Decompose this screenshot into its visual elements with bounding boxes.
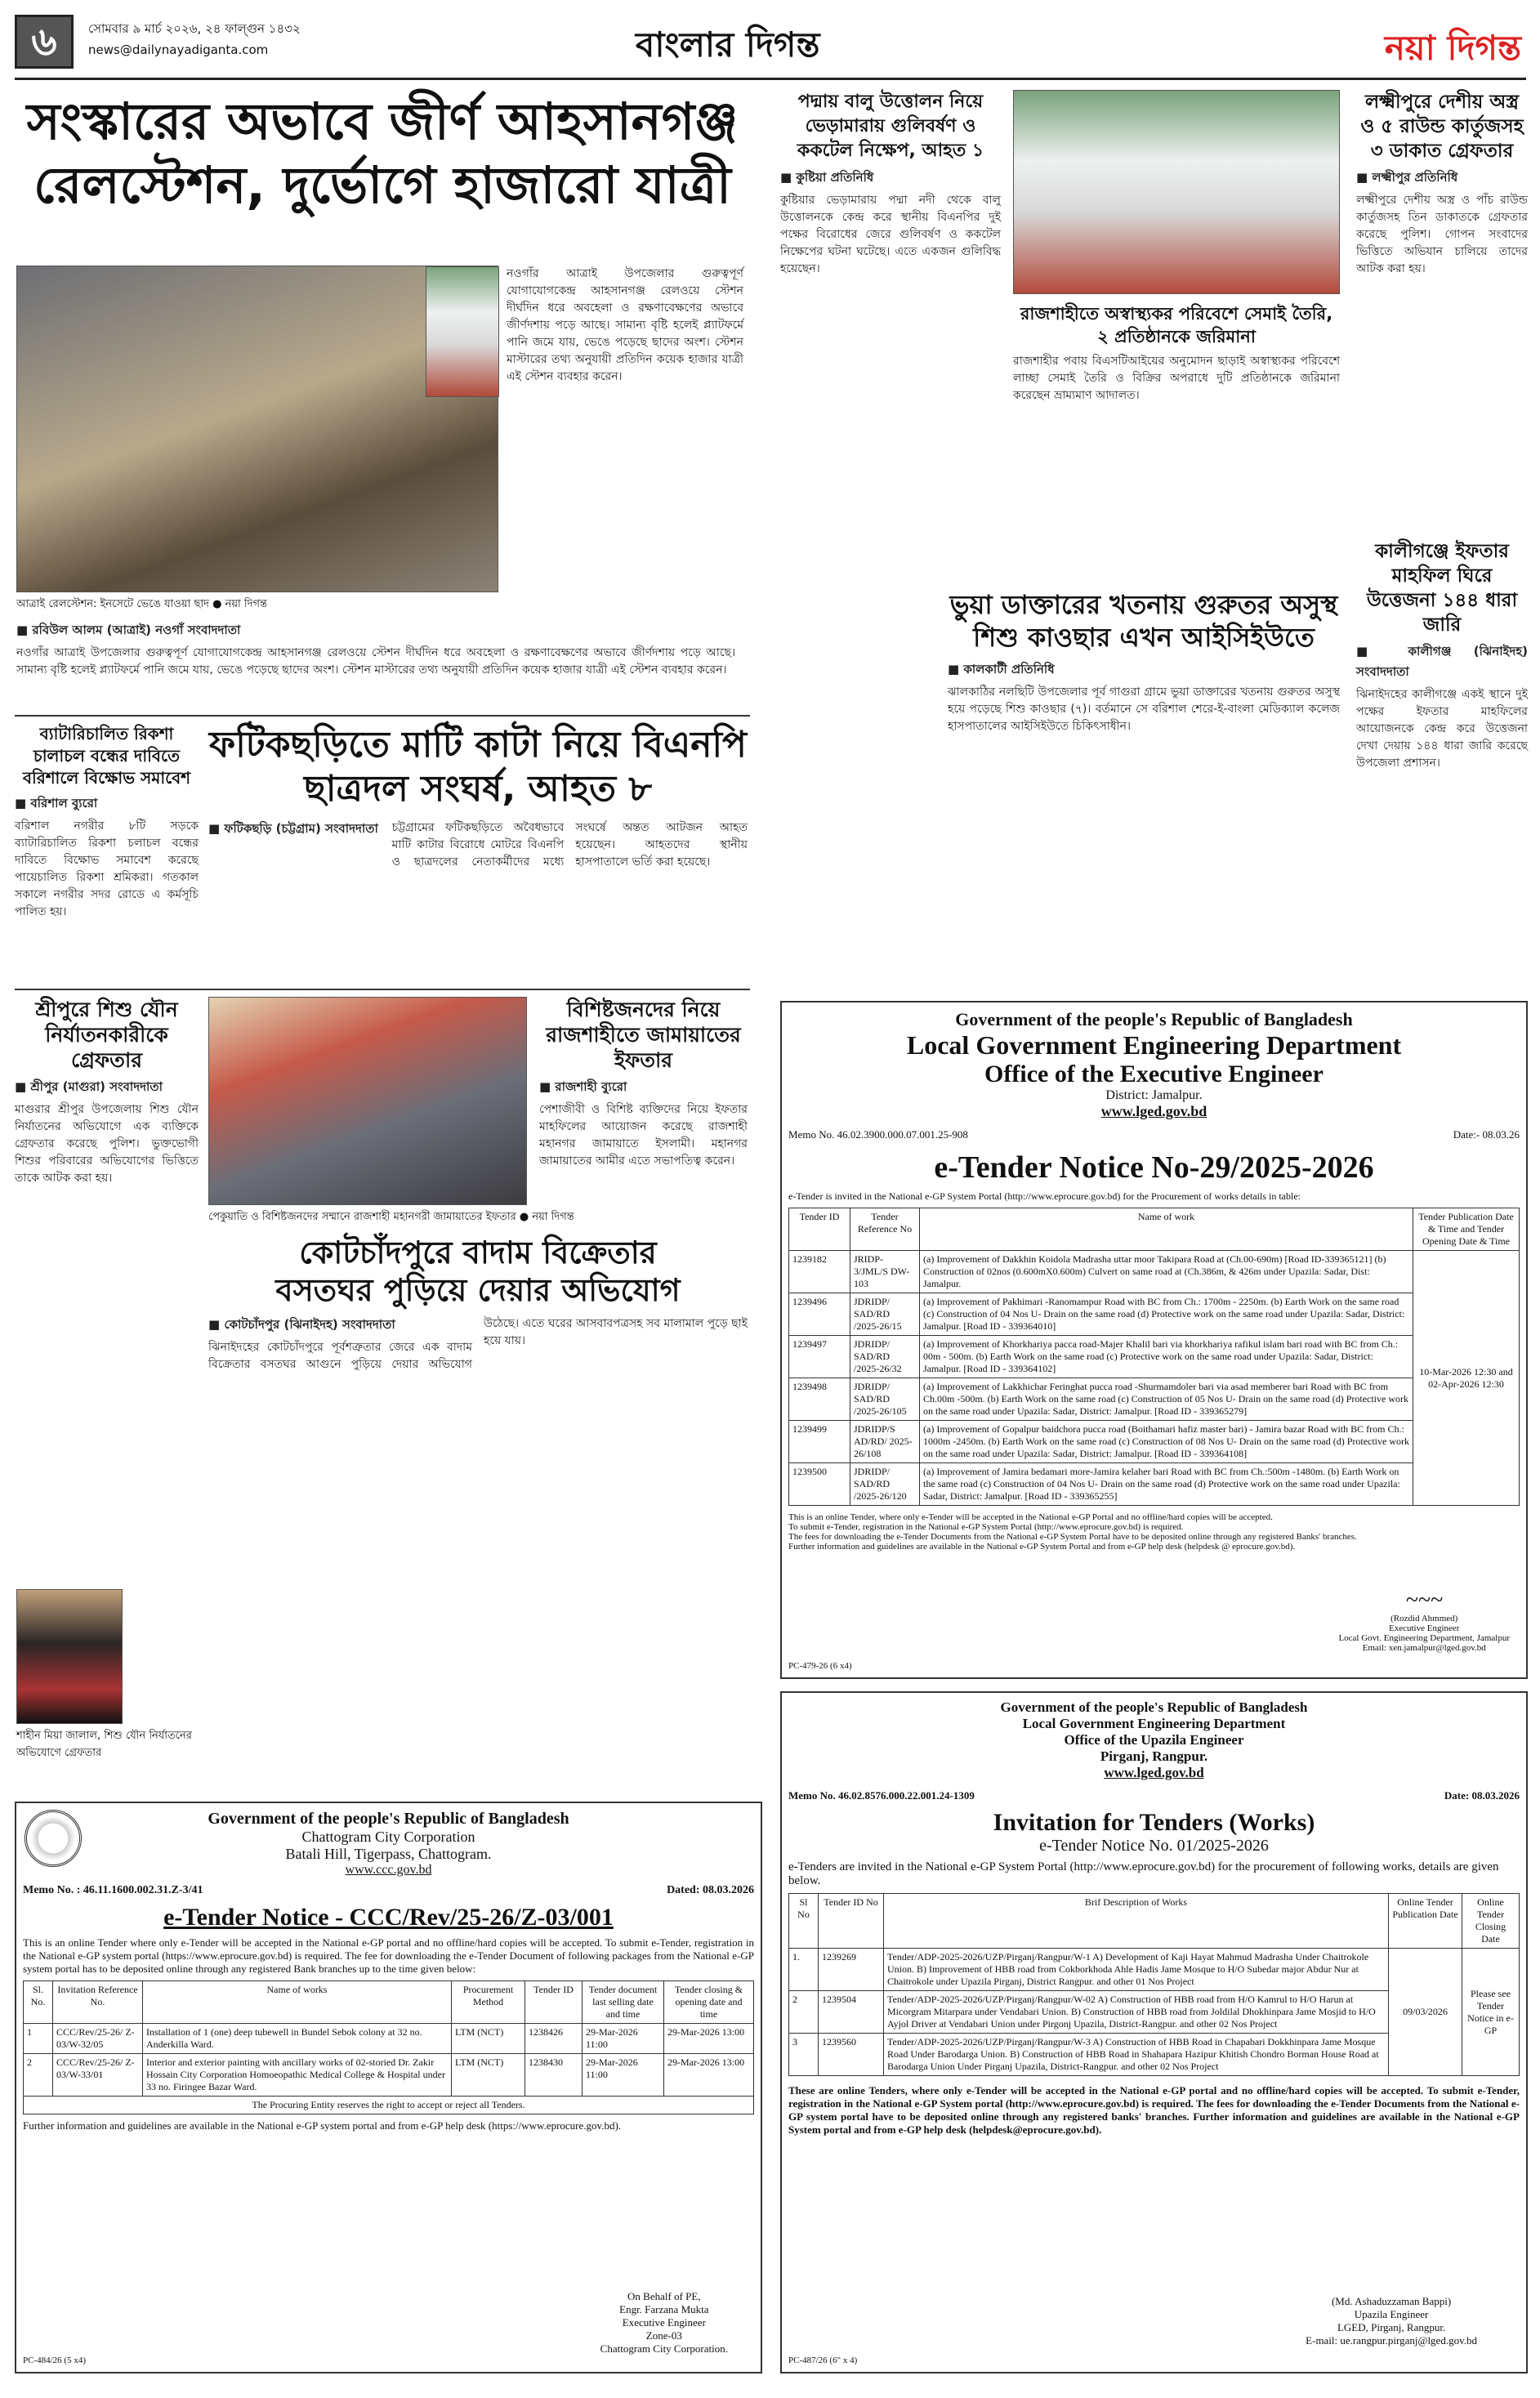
tender-lged-pirganj: Government of the people's Republic of Bangladesh Local Government Engineering Department Office of the Upazila Engineer Pirganj, Rangpur. www.lged.gov.bd Memo No. 46.02.8576.000.22.001.24-1309 Date: 08.03.2026 Invitation for Tenders (Works) e-Tender Notice No. 01/2025-2026 e-Tenders are invited in the National e-GP System Portal (http://www.eprocure.gov.bd) for the procurement of following works, details are given below. Sl No Tender ID No Brif Description of Works Online Tender Publication Date Online Tender Closing Date 1. 1239269 Tender/ADP-2025-2026/UZP/Pirganj/Rangpur/W-1 A) Development of Kaji Hayat Mahmud Madrasha Under Chaitrokole Union. B) Improvement of HBB road from Cokborkhoda Ahle Hadis Jame Mosque to H/O Subedar major Abdur Nur at Chaitrokole under Upazila Pirganj, District Rangpur. and other 01 Nos Project 09/03/2026 Please see Tender Notice in e-GP 2 1239504 Tender/ADP-2025-2026/UZP/Pirganj/Rangpur/W-02 A) Construction of HBB road from H/O Kamrul to H/O Harun at Micorgram Mitarpara under Vendabari Union. B) Construction of HBB road from Joldilal Dhokhinpara Jame Mosjid to H/O Ayjol Driver at Vendabari Union under Pirgonj Upazila, District-Rangpur. and other 02 Nos Project 3 1239560 Tender/ADP-2025-2026/UZP/Pirganj/Rangpur/W-3 A) Construction of HBB Road in Chapabari Dokkhinpara Jame Mosque Road Under Barodarga Union. B) Construction of HBB Road in Shahapara Hazipur Khitish Chondro Borman House Road at Barodarga Union Under Pirganj Upazila, District-Rangpur. and other 02 Nos Project These are online Tenders, where only e-Tender will be accepted in the National e-GP portal and no offline/hard copies will be accepted. To submit e-Tender, registration in the National e-GP System portal (http://www.eprocure.gov.bd) is required. The fees for downloading the e-Tender Documents from the National e-GP system portal have to be deposited online through any registered banks' branches. Further information and guidelines are available in the National e-GP System portal and from e-GP help desk (helpdesk@eprocure.gov.bd). (Md. Ashaduzzaman Bappi) Upazila Engineer LGED, Pirganj, Rangpur. E-mail: ue.rangpur.pirganj@lged.gov.bd PC-487/26 (6" x 4) — [780, 1691, 1528, 2373]
mobile-court-photo — [1013, 90, 1340, 294]
bhuya-doctor-story[interactable]: ভুয়া ডাক্তারের খতনায় গুরুতর অসুস্থ শিশু কাওছার এখন আইসিইউতে ■ কালকাটী প্রতিনিধি ঝালকাঠির নলছিটি উপজেলার পূর্ব গাগুরা গ্রামে ভুয়া ডাক্তারের খতনায় গুরুতর অসুস্থ হয়ে পড়েছে শিশু কাওছার (৭)। বর্তমানে সে বরিশাল শেরে-ই-বাংলা মেডিক্যাল কলেজ হাসপাতালের আইসিইউতে চিকিৎসাধীন। — [948, 589, 1340, 733]
kotchandpur-story[interactable]: কোটচাঁদপুরে বাদাম বিক্রেতার বসতঘর পুড়িয়ে দেয়ার অভিযোগ ■ কোটচাঁদপুর (ঝিনাইদহ) সংবাদদাতা ঝিনাইদহের কোটচাঁদপুরে পূর্বশত্রুতার জেরে এক বাদাম বিক্রেতার বসতঘর আগুনে পুড়িয়ে দেয়ার অভিযোগ উঠেছে। এতে ঘরের আসবাবপত্রসহ সব মালামাল পুড়ে ছাই হয়ে যায়। — [208, 1235, 748, 1371]
inset-photo — [426, 266, 499, 397]
table-row: 1239499 JDRIDP/S AD/RD/ 2025-26/108 (a) Improvement of Gopalpur baidchora pucca road (Boithamari hafiz master bari) - Jamira bazar Road with BC from Ch.: 1000m -2450m. (b) Earth Work on the same road (c) Construction of 08 Nos U- Drain on the same road (d) Protective work on the same road under Upazila: Sadar, District: Jamalpur. [Road ID - 339364108] — [789, 1421, 1520, 1463]
accused-caption: শাহীন মিয়া জালাল, শিশু যৌন নির্যাতনের অভিযোগে গ্রেফতার — [16, 1730, 192, 1759]
ccc-signature: On Behalf of PE, Engr. Farzana Mukta Executive Engineer Zone-03 Chattogram City Corporation. — [600, 2290, 728, 2355]
table-row: 1. 1239269 Tender/ADP-2025-2026/UZP/Pirganj/Rangpur/W-1 A) Development of Kaji Hayat Mahmud Madrasha Under Chaitrokole Union. B) Improvement of HBB road from Cokborkhoda Ahle Hadis Jame Mosque to H/O Subedar major Abdur Nur at Chaitrokole under Upazila Pirganj, District Rangpur. and other 01 Nos Project 09/03/2026 Please see Tender Notice in e-GP — [789, 1949, 1520, 1991]
tender-ccc: Government of the people's Republic of Bangladesh Chattogram City Corporation Batali Hill, Tigerpass, Chattogram. www.ccc.gov.bd Memo No. : 46.11.1600.002.31.Z-3/41 Dated: 08.03.2026 e-Tender Notice - CCC/Rev/25-26/Z-03/001 This is an online Tender where only e-Tender will be accepted in the National e-GP portal and no offline/hard copies will be accepted. To submit e-Tender, registration in the National e-GP system portal (https://www.eprocure.gov.bd) is required. The fee for downloading the e-Tender Document of following packages from the National e-GP system portal has to be deposited online through any registered Bank branches up to the time given below: Sl. No. Invitation Reference No. Name of works Procurement Method Tender ID Tender document last selling date and time Tender closing & opening date and time 1 CCC/Rev/25-26/ Z-03/W-32/05 Installation of 1 (one) deep tubewell in Bundel Sebok colony at 32 no. Anderkilla Ward. LTM (NCT) 1238426 29-Mar-2026 11:00 29-Mar-2026 13:00 2 CCC/Rev/25-26/ Z-03/W-33/01 Interior and exterior painting with ancillary works of 02-storied Dr. Zakir Hossain City Corporation Homoeopathic Medical College & Hospital under 33 no. Firingee Bazar Ward. LTM (NCT) 1238430 29-Mar-2026 11:00 29-Mar-2026 13:00 The Procuring Entity reserves the right to accept or reject all Tenders. Further information and guidelines are available in the National e-GP system portal and from e-GP help desk (https://www.eprocure.gov.bd). On Behalf of PE, Engr. Farzana Mukta Executive Engineer Zone-03 Chattogram City Corporation. PC-484/26 (5 x4) — [15, 1802, 762, 2373]
issue-date: সোমবার ৯ মার্চ ২০২৬, ২৪ ফাল্গুন ১৪৩২ — [88, 21, 301, 36]
lead-headline[interactable]: সংস্কারের অভাবে জীর্ণ আহসানগঞ্জ রেলস্টেশন, দুর্ভোগে হাজারো যাত্রী — [26, 92, 739, 215]
jamalpur-tender-table: Tender ID Tender Reference No Name of work Tender Publication Date & Time and Tender Opening Date & Time 1239182 JRIDP-3/JML/S DW-103 (a) Improvement of Dakkhin Koidola Madrasha uttar moor Takipara Road at (Ch.00-690m) [Road ID-339365121] (b) Construction of 02nos (0.600mX0.600m) Culvert on same road at (Ch.386m, & 426m under Upazila: Sadar, Dist: Jamalpur. 10-Mar-2026 12:30 and 02-Apr-2026 12:30 1239496 JDRIDP/ SAD/RD /2025-26/15 (a) Improvement of Pakhimari -Ranomampur Road with BC from Ch.: 1700m - 2250m. (b) Earth Work on the same road (c) Construction of 04 Nos U- Drain on the same road (d) Protective work on the same road under Upazila: Sadar, District: Jamalpur. [Road ID - 339364010] 1239497 JDRIDP/ SAD/RD /2025-26/32 (a) Improvement of Khorkhariya pacca road-Majer Khalil bari via khorkhariya rafikul islam bari road with BC from Ch.: 00m - 500m. (b) Earth Work on the same road (c) Protective work on the same road under Upazila: Sadar, District: Jamalpur. [Road ID - 339364102] 1239498 JDRIDP/ SAD/RD /2025-26/105 (a) Improvement of Lakkhichar Feringhat pucca road -Shurmamdoler bari via asad memberer bari Road with BC from Ch.00m -500m. (b) Earth Work on the same road (c) Construction of 05 Nos U- Drain on the same road (d) Protective work on the same road under Upazila: Sadar, District: Jamalpur. [Road ID - 339365279] 1239499 JDRIDP/S AD/RD/ 2025-26/108 (a) Improvement of Gopalpur baidchora pucca road (Boithamari hafiz master bari) - Jamira bazar Road with BC from Ch.: 1000m -2450m. (b) Earth Work on the same road (c) Construction of 08 Nos U- Drain on the same road (d) Protective work on the same road under Upazila: Sadar, District: Jamalpur. [Road ID - 339364108] 1239500 JDRIDP/ SAD/RD /2025-26/120 (a) Improvement of Jamira bedamari more-Jamira kelaher bari Road with BC from Ch.:500m -1480m. (b) Earth Work on the same road (c) Construction of 04 Nos U- Drain on the same road (d) Protective work on the same road under Upazila: Sadar, District: Jamalpur. [Road ID - 339365255] — [788, 1208, 1520, 1506]
table-row: 2 CCC/Rev/25-26/ Z-03/W-33/01 Interior and exterior painting with ancillary works of 02-storied Dr. Zakir Hossain City Corporation Homoeopathic Medical College & Hospital under 33 no. Firingee Bazar Ward. LTM (NCT) 1238430 29-Mar-2026 11:00 29-Mar-2026 13:00 — [24, 2054, 754, 2097]
pirganj-tender-table: Sl No Tender ID No Brif Description of Works Online Tender Publication Date Online Tender Closing Date 1. 1239269 Tender/ADP-2025-2026/UZP/Pirganj/Rangpur/W-1 A) Development of Kaji Hayat Mahmud Madrasha Under Chaitrokole Union. B) Improvement of HBB road from Cokborkhoda Ahle Hadis Jame Mosque to H/O Subedar major Abdur Nur at Chaitrokole under Upazila Pirganj, District Rangpur. and other 01 Nos Project 09/03/2026 Please see Tender Notice in e-GP 2 1239504 Tender/ADP-2025-2026/UZP/Pirganj/Rangpur/W-02 A) Construction of HBB road from H/O Kamrul to H/O Harun at Micorgram Mitarpara under Vendabari Union. B) Construction of HBB road from Joldilal Dhokhinpara Jame Mosjid to H/O Ayjol Driver at Vendabari Union under Pirgonj Upazila, District-Rangpur. and other 02 Nos Project 3 1239560 Tender/ADP-2025-2026/UZP/Pirganj/Rangpur/W-3 A) Construction of HBB Road in Chapabari Dokkhinpara Jame Mosque Road Under Barodarga Union. B) Construction of HBB Road in Shahapara Hazipur Khitish Chondro Borman House Road at Barodarga Union Under Pirganj Upazila, District-Rangpur. and other 02 Nos Project — [788, 1893, 1520, 2076]
ccc-seal — [25, 1810, 82, 1867]
table-row: 1239182 JRIDP-3/JML/S DW-103 (a) Improvement of Dakkhin Koidola Madrasha uttar moor Takipara Road at (Ch.00-690m) [Road ID-339365121] (b) Construction of 02nos (0.600mX0.600m) Culvert on same road at (Ch.386m, & 426m under Upazila: Sadar, Dist: Jamalpur. 10-Mar-2026 12:30 and 02-Apr-2026 12:30 — [789, 1251, 1520, 1293]
rajshahi-iftar-story[interactable]: বিশিষ্টজনদের নিয়ে রাজশাহীতে জামায়াতের ইফতার ■ রাজশাহী ব্যুরো পেশাজীবী ও বিশিষ্ট ব্যক্তিদের নিয়ে ইফতার মাহফিলের আয়োজন করেছে রাজশাহী মহানগর জামায়াতে ইসলামী। মহানগর জামায়াতের আমীর এতে সভাপতিত্ব করেন। — [539, 998, 748, 1168]
brand-logo[interactable]: নয়া দিগন্ত — [1384, 28, 1521, 68]
tender-lged-jamalpur: Government of the people's Republic of Bangladesh Local Government Engineering Department Office of the Executive Engineer District: Jamalpur. www.lged.gov.bd Memo No. 46.02.3900.000.07.001.25-908 Date:- 08.03.26 e-Tender Notice No-29/2025-2026 e-Tender is invited in the National e-GP System Portal (http://www.eprocure.gov.bd) for the Procurement of works details in table: Tender ID Tender Reference No Name of work Tender Publication Date & Time and Tender Opening Date & Time 1239182 JRIDP-3/JML/S DW-103 (a) Improvement of Dakkhin Koidola Madrasha uttar moor Takipara Road at (Ch.00-690m) [Road ID-339365121] (b) Construction of 02nos (0.600mX0.600m) Culvert on same road at (Ch.386m, & 426m under Upazila: Sadar, Dist: Jamalpur. 10-Mar-2026 12:30 and 02-Apr-2026 12:30 1239496 JDRIDP/ SAD/RD /2025-26/15 (a) Improvement of Pakhimari -Ranomampur Road with BC from Ch.: 1700m - 2250m. (b) Earth Work on the same road (c) Construction of 04 Nos U- Drain on the same road (d) Protective work on the same road under Upazila: Sadar, District: Jamalpur. [Road ID - 339364010] 1239497 JDRIDP/ SAD/RD /2025-26/32 (a) Improvement of Khorkhariya pacca road-Majer Khalil bari via khorkhariya rafikul islam bari road with BC from Ch.: 00m - 500m. (b) Earth Work on the same road (c) Protective work on the same road under Upazila: Sadar, District: Jamalpur. [Road ID - 339364102] 1239498 JDRIDP/ SAD/RD /2025-26/105 (a) Improvement of Lakkhichar Feringhat pucca road -Shurmamdoler bari via asad memberer bari Road with BC from Ch.00m -500m. (b) Earth Work on the same road (c) Construction of 05 Nos U- Drain on the same road (d) Protective work on the same road under Upazila: Sadar, District: Jamalpur. [Road ID - 339365279] 1239499 JDRIDP/S AD/RD/ 2025-26/108 (a) Improvement of Gopalpur baidchora pucca road (Boithamari hafiz master bari) - Jamira bazar Road with BC from Ch.: 1000m -2450m. (b) Earth Work on the same road (c) Construction of 08 Nos U- Drain on the same road (d) Protective work on the same road under Upazila: Sadar, District: Jamalpur. [Road ID - 339364108] 1239500 JDRIDP/ SAD/RD /2025-26/120 (a) Improvement of Jamira bedamari more-Jamira kelaher bari Road with BC from Ch.:500m -1480m. (b) Earth Work on the same road (c) Construction of 04 Nos U- Drain on the same road (d) Protective work on the same road under Upazila: Sadar, District: Jamalpur. [Road ID - 339365255] This is an online Tender, where only e-Tender will be accepted in the National e-GP Portal and no offline/hard copies will be accepted. To submit e-Tender, registration in the National e-GP System Portal (http://www.eprocure.gov.bd) is required. The fees for downloading the e-Tender Documents from the National e-GP System Portal have to be deposited online through any registered Banks' branches. Further information and guidelines are available in the National e-GP System Portal and from e-GP help desk (helpdesk @ eprocure.gov.bd). ~~~ (Rozdid Ahmmed) Executive Engineer Local Govt. Engineering Department, Jamalpur Email: xen.jamalpur@lged.gov.bd PC-479-26 (6 x4) — [780, 1001, 1528, 1679]
sreepur-story[interactable]: শ্রীপুরে শিশু যৌন নির্যাতনকারীকে গ্রেফতার ■ শ্রীপুর (মাগুরা) সংবাদদাতা মাগুরার শ্রীপুর উপজেলায় শিশু যৌন নির্যাতনের অভিযোগে এক ব্যক্তিকে গ্রেফতার করেছে পুলিশ। ভুক্তভোগী শিশুর পরিবারের অভিযোগের ভিত্তিতে তাকে আটক করা হয়। — [15, 998, 199, 1185]
accused-photo — [16, 1589, 123, 1724]
iftar-caption: পেকুয়াতি ও বিশিষ্টজনদের সম্মানে রাজশাহী মহানগরী জামায়াতের ইফতার ● নয়া দিগন্ত — [208, 1211, 574, 1223]
kaliganj-story[interactable]: কালীগঞ্জে ইফতার মাহফিল ঘিরে উত্তেজনা ১৪৪ ধারা জারি ■ কালীগঞ্জ (ঝিনাইদহ) সংবাদদাতা ঝিনাইদহের কালীগঞ্জে একই স্থানে দুই পক্ষের ইফতার মাহফিলের আয়োজনকে কেন্দ্র করে উত্তেজনা দেখা দেয়ায় ১৪৪ ধারা জারি করেছে উপজেলা প্রশাসন। — [1356, 541, 1528, 770]
divider — [15, 715, 750, 717]
padma-story[interactable]: পদ্মায় বালু উত্তোলন নিয়ে ভেড়ামারায় গুলিবর্ষণ ও ককটেল নিক্ষেপ, আহত ১ ■ কুষ্টিয়া প্রতিনিধি কুষ্টিয়ার ভেড়ামারায় পদ্মা নদী থেকে বালু উত্তোলনকে কেন্দ্র করে স্থানীয় বিএনপির দুই পক্ষের বিরোধের জেরে গুলিবর্ষণ ও ককটেল নিক্ষেপের ঘটনা ঘটেছে। এতে একজন গুলিবিদ্ধ হয়েছেন। — [780, 92, 1001, 275]
mobile-court-story[interactable]: রাজশাহীতে অস্বাস্থ্যকর পরিবেশে সেমাই তৈরি, ২ প্রতিষ্ঠানকে জরিমানা রাজশাহীর পবায় বিএসটিআইয়ের অনুমোদন ছাড়াই অস্বাস্থ্যকর পরিবেশে লাচ্ছা সেমাই তৈরি ও বিক্রির অপরাধে দুটি প্রতিষ্ঠানকে জরিমানা করেছেন ভ্রাম্যমাণ আদালত। — [1013, 304, 1340, 402]
lead-body-col2: নওগাঁর আত্রাই উপজেলার গুরুত্বপূর্ণ যোগাযোগকেন্দ্র আহসানগঞ্জ রেলওয়ে স্টেশন দীর্ঘদিন ধরে অবহেলা ও রক্ষণাবেক্ষণের অভাবে জীর্ণদশায় পড়ে আছে। সামান্য বৃষ্টি হলেই প্ল্যাটফর্মে পানি জমে যায়, ভেঙে পড়েছে ছাদের অংশ। স্টেশন মাস্টারের তথ্য অনুযায়ী প্রতিদিন কয়েক হাজার যাত্রী এই স্টেশন ব্যবহার করেন। — [507, 267, 743, 383]
page-number: ৬ — [15, 15, 74, 69]
section-title: বাংলার দিগন্ত — [636, 25, 820, 65]
table-row: 1 CCC/Rev/25-26/ Z-03/W-32/05 Installation of 1 (one) deep tubewell in Bundel Sebok colony at 32 no. Anderkilla Ward. LTM (NCT) 1238426 29-Mar-2026 11:00 29-Mar-2026 13:00 — [24, 2024, 754, 2054]
fatikchhari-story[interactable]: ফটিকছড়িতে মাটি কাটা নিয়ে বিএনপি ছাত্রদল সংঘর্ষ, আহত ৮ ■ ফটিকছড়ি (চট্টগ্রাম) সংবাদদাতা চট্টগ্রামের ফটিকছড়িতে অবৈধভাবে মাটি কাটার বিরোধে মোটরে বিএনপি ও ছাত্রদলের নেতাকর্মীদের মধ্যে সংঘর্ষে অন্তত আটজন আহত হয়েছেন। আহতদের স্থানীয় হাসপাতালে ভর্তি করা হয়েছে। — [208, 724, 748, 869]
pirganj-web-link[interactable]: www.lged.gov.bd — [1104, 1765, 1204, 1780]
table-row: 1239497 JDRIDP/ SAD/RD /2025-26/32 (a) Improvement of Khorkhariya pacca road-Majer Khalil bari via khorkhariya rafikul islam bari road with BC from Ch.: 00m - 500m. (b) Earth Work on the same road (c) Protective work on the same road under Upazila: Sadar, District: Jamalpur. [Road ID - 339364102] — [789, 1336, 1520, 1378]
table-row: 3 1239560 Tender/ADP-2025-2026/UZP/Pirganj/Rangpur/W-3 A) Construction of HBB Road in Chapabari Dokkhinpara Jame Mosque Road Under Barodarga Union. B) Construction of HBB Road in Shahapara Hazipur Khitish Chondro Borman House Road at Barodarga Union Under Pirganj Upazila, District-Rangpur. and other 02 Nos Project — [789, 2034, 1520, 2076]
photo-caption: আত্রাই রেলস্টেশন: ইনসেটে ভেঙে যাওয়া ছাদ ● নয়া দিগন্ত — [16, 598, 267, 610]
rickshaw-story[interactable]: ব্যাটারিচালিত রিকশা চালাচল বন্ধের দাবিতে বরিশালে বিক্ষোভ সমাবেশ ■ বরিশাল ব্যুরো বরিশাল নগরীর ৮টি সড়কে ব্যাটারিচালিত রিকশা চলাচল বন্ধের দাবিতে বিক্ষোভ সমাবেশ করেছে পায়েচালিত রিকশা শ্রমিকরা। গতকাল সকালে নগরীর সদর রোডে এ কর্মসূচি পালিত হয়। — [15, 724, 199, 918]
jamalpur-signature: ~~~ (Rozdid Ahmmed) Executive Engineer Local Govt. Engineering Department, Jamalpur Email: xen.jamalpur@lged.gov.bd — [1338, 1588, 1510, 1653]
lead-body: ■ রবিউল আলম (আত্রাই) নওগাঁ সংবাদদাতা নওগাঁর আত্রাই উপজেলার গুরুত্বপূর্ণ যোগাযোগকেন্দ্র আহসানগঞ্জ রেলওয়ে স্টেশন দীর্ঘদিন ধরে অবহেলা ও রক্ষণাবেক্ষণের অভাবে জীর্ণদশায় পড়ে আছে। সামান্য বৃষ্টি হলেই প্ল্যাটফর্মে পানি জমে যায়, ভেঙে পড়েছে ছাদের অংশ। স্টেশন মাস্টারের তথ্য অনুযায়ী প্রতিদিন কয়েক হাজার যাত্রী এই স্টেশন ব্যবহার করেন। — [16, 623, 735, 677]
table-row: 1239498 JDRIDP/ SAD/RD /2025-26/105 (a) Improvement of Lakkhichar Feringhat pucca road -Shurmamdoler bari via asad memberer bari Road with BC from Ch.00m -500m. (b) Earth Work on the same road (c) Construction of 05 Nos U- Drain on the same road (d) Protective work on the same road under Upazila: Sadar, District: Jamalpur. [Road ID - 339365279] — [789, 1378, 1520, 1421]
contact-email[interactable]: news@dailynayadiganta.com — [88, 42, 269, 57]
table-row: 2 1239504 Tender/ADP-2025-2026/UZP/Pirganj/Rangpur/W-02 A) Construction of HBB road from H/O Kamrul to H/O Harun at Micorgram Mitarpara under Vendabari Union. B) Construction of HBB road from Joldilal Dhokhinpara Jame Mosjid to H/O Ayjol Driver at Vendabari Union under Pirgonj Upazila, District-Rangpur. and other 02 Nos Project — [789, 1991, 1520, 2034]
table-row: 1239500 JDRIDP/ SAD/RD /2025-26/120 (a) Improvement of Jamira bedamari more-Jamira kelaher bari Road with BC from Ch.:500m -1480m. (b) Earth Work on the same road (c) Construction of 04 Nos U- Drain on the same road (d) Protective work on the same road under Upazila: Sadar, District: Jamalpur. [Road ID - 339365255] — [789, 1463, 1520, 1506]
lakshmipur-story[interactable]: লক্ষ্মীপুরে দেশীয় অস্ত্র ও ৫ রাউন্ড কার্তুজসহ ৩ ডাকাত গ্রেফতার ■ লক্ষ্মীপুর প্রতিনিধি লক্ষ্মীপুরে দেশীয় অস্ত্র ও পাঁচ রাউন্ড কার্তুজসহ তিন ডাকাতকে গ্রেফতার করেছে পুলিশ। গোপন সংবাদের ভিত্তিতে অভিযান চালিয়ে তাদের আটক করা হয়। — [1356, 92, 1528, 275]
table-row: 1239496 JDRIDP/ SAD/RD /2025-26/15 (a) Improvement of Pakhimari -Ranomampur Road with BC from Ch.: 1700m - 2250m. (b) Earth Work on the same road (c) Construction of 04 Nos U- Drain on the same road (d) Protective work on the same road under Upazila: Sadar, District: Jamalpur. [Road ID - 339364010] — [789, 1293, 1520, 1336]
divider — [15, 989, 750, 990]
iftar-photo — [208, 997, 527, 1205]
ccc-web-link[interactable]: www.ccc.gov.bd — [345, 1863, 432, 1877]
masthead — [15, 15, 1526, 80]
lged-web-link[interactable]: www.lged.gov.bd — [1100, 1103, 1207, 1119]
ccc-tender-table: Sl. No. Invitation Reference No. Name of works Procurement Method Tender ID Tender document last selling date and time Tender closing & opening date and time 1 CCC/Rev/25-26/ Z-03/W-32/05 Installation of 1 (one) deep tubewell in Bundel Sebok colony at 32 no. Anderkilla Ward. LTM (NCT) 1238426 29-Mar-2026 11:00 29-Mar-2026 13:00 2 CCC/Rev/25-26/ Z-03/W-33/01 Interior and exterior painting with ancillary works of 02-storied Dr. Zakir Hossain City Corporation Homoeopathic Medical College & Hospital under 33 no. Firingee Bazar Ward. LTM (NCT) 1238430 29-Mar-2026 11:00 29-Mar-2026 13:00 The Procuring Entity reserves the right to accept or reject all Tenders. — [23, 1980, 754, 2114]
station-photo — [16, 266, 498, 592]
pirganj-signature: (Md. Ashaduzzaman Bappi) Upazila Engineer LGED, Pirganj, Rangpur. E-mail: ue.rangpur.pirganj@lged.gov.bd — [1306, 2295, 1477, 2347]
